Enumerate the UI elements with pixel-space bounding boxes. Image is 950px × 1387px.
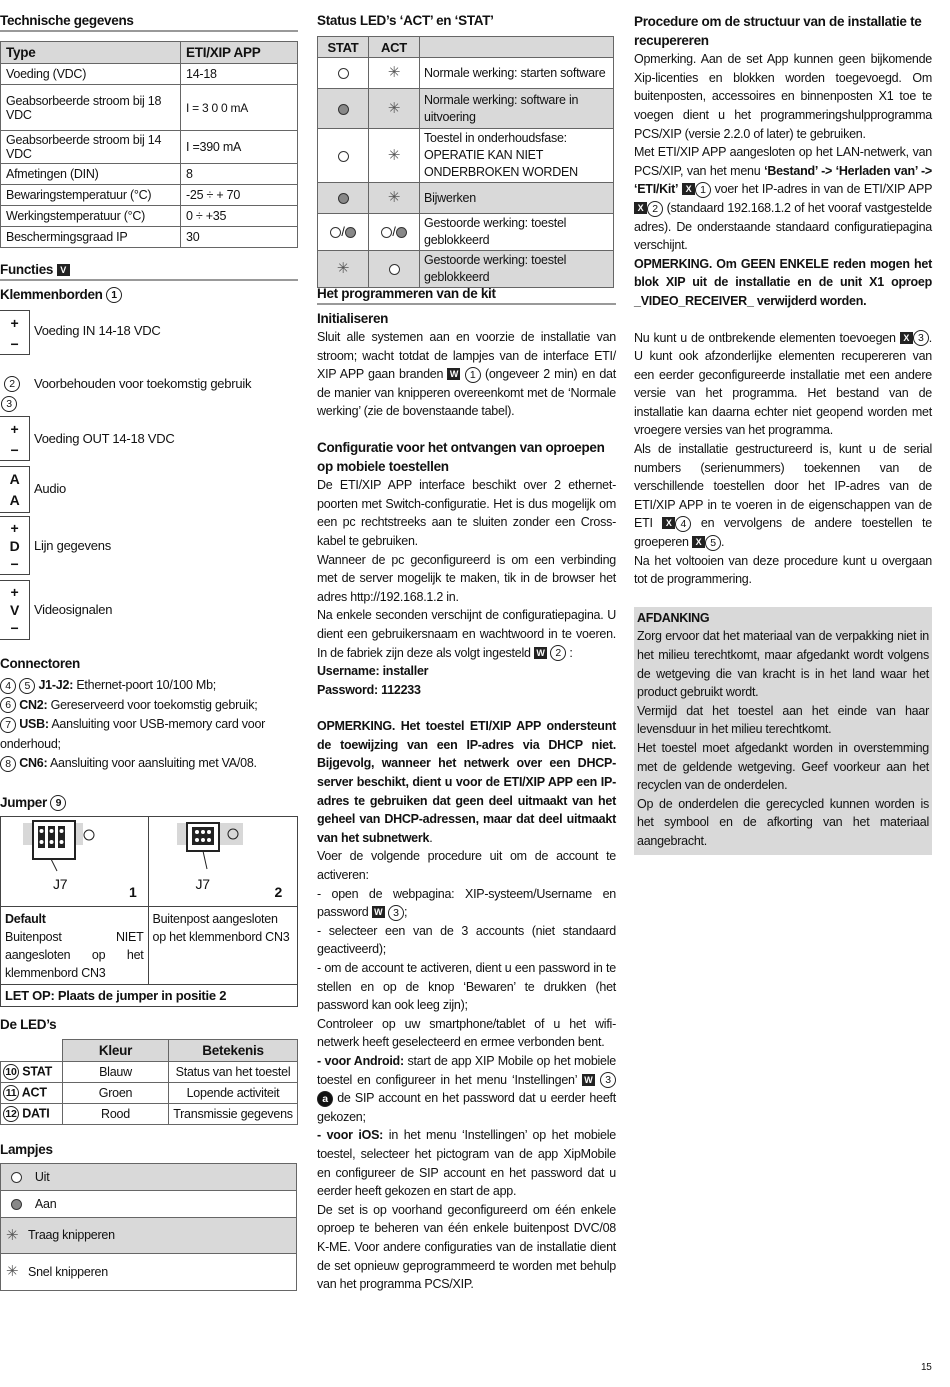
status-header-act: ACT xyxy=(369,37,420,58)
final-paragraph: De set is op voorhand geconfigureerd om één enkele oproep te beheren van één enkele buitenpost DVC/08 K-ME. Voor andere configuraties van de installatie dient de set opnieuw geprogrammeerd te worden met behulp van het programma PCS/XIP. xyxy=(317,1202,616,1292)
terminal-power-in: + − xyxy=(0,310,30,355)
procedure-step: - selecteer een van de 3 accounts (niet standaard geactiveerd); xyxy=(317,923,616,957)
led-slow-blink-icon: ✳ xyxy=(6,1226,19,1244)
username: Username: installer xyxy=(317,664,429,679)
tech-label: Geabsorbeerde stroom bij 18 VDC xyxy=(1,85,181,131)
afdanking-paragraph: Op de onderdelen die gerecycled kunnen worden is het symbool en de afkorting van het materiaal aangebracht. xyxy=(637,796,929,848)
led-on-icon xyxy=(338,104,349,115)
jumper-option-2: Buitenpost aangesloten op het klemmenbord CN3 xyxy=(148,907,298,985)
led-on-icon xyxy=(338,193,349,204)
lamp-on: Aan xyxy=(1,1191,297,1218)
led-row: 12 DATI Rood Transmissie gegevens xyxy=(1,1104,298,1125)
led-slow-blink-icon: ✳ xyxy=(387,99,401,117)
jumper-j7-label: J7 xyxy=(195,876,210,892)
afdanking-title: AFDANKING xyxy=(637,610,710,625)
middle-text xyxy=(317,309,616,1294)
lamp-off: Uit xyxy=(1,1164,297,1191)
paragraph: Opmerking. Aan de set App kunnen geen bijkomende Xip-licenties en blokken worden toegevoegd. Om buitenposten, accessoires en binnenposten X1 toe te voegen dient u het programmeringshulpprogramma PCS/XIP (versie 2.2.0 of later) te gebruiken. xyxy=(634,52,932,141)
led-off-icon xyxy=(338,68,349,79)
config-title: Configuratie voor het ontvangen van oproepen op mobiele toestellen xyxy=(317,439,605,474)
lampjes-title: Lampjes xyxy=(0,1142,53,1157)
terminal-2: 2 xyxy=(4,376,20,392)
led-fast-blink-icon: ✳ xyxy=(387,189,401,207)
tech-table xyxy=(0,41,298,248)
led-off-icon xyxy=(389,264,400,275)
tech-value: 8 xyxy=(181,164,298,185)
terminal-label: Audio xyxy=(34,481,66,496)
tech-value: 30 xyxy=(181,227,298,248)
ios-step: - voor iOS: in het menu ‘Instellingen’ op het mobiele toestel, selecteer het pictogram van de app XipMobile en configureer de SIP account en het password dat u eerder heeft gekozen en start de app. xyxy=(317,1128,616,1199)
leds-header-betekenis: Betekenis xyxy=(169,1040,298,1062)
right-text xyxy=(634,13,932,855)
jumper-1-illustration xyxy=(1,817,147,901)
tech-header-type: Type xyxy=(1,42,181,64)
tech-title: Technische gegevens xyxy=(0,13,298,32)
init-title: Initialiseren xyxy=(317,311,389,326)
connector-item: 6 CN2: Gereserveerd voor toekomstig gebruik; xyxy=(0,696,298,716)
opmerking-paragraph: OPMERKING. Om GEEN ENKELE reden mogen het blok XIP uit de installatie en de unit X1 oproep _VIDEO_RECEIVER_ verwijderd worden. xyxy=(634,256,932,308)
tech-value: 0 ÷ +35 xyxy=(181,206,298,227)
android-step: - voor Android: start de app XIP Mobile op het mobiele toestel en configureer in het menu ‘Instellingen’ W 3 a de SIP account en het password dat u eerder heeft gekozen; xyxy=(317,1053,616,1124)
callout-number: 1 xyxy=(106,287,122,303)
terminal-label: Voorbehouden voor toekomstig gebruik xyxy=(34,376,252,391)
paragraph: Met ETI/XIP APP aangesloten op het LAN-netwerk, van PCS/XIP, van het menu ‘Bestand’ -> ‘Herladen van’ -> ‘ETI/Kit’ X 1 voer het IP-adres in van de ETI/XIP APP X 2 (standaard 192.168.1.2 of het vooraf vastgestelde adres). De onderstaande standaard configuratiepagina verschijnt. xyxy=(634,145,932,253)
led-slow-blink-icon: ✳ xyxy=(387,64,401,82)
procedure-step: - open de webpagina: XIP-systeem/Username en password W 3 ; xyxy=(317,886,616,920)
tech-label: Voeding (VDC) xyxy=(1,64,181,85)
terminal-label: Voeding OUT 14-18 VDC xyxy=(34,431,175,446)
afdanking-paragraph: Vermijd dat het toestel aan het einde van haar levensduur in het milieu terechtkomt. xyxy=(637,703,929,737)
afdanking-box xyxy=(634,607,932,855)
connector-item: 8 CN6: Aansluiting voor aansluiting met VA/08. xyxy=(0,754,298,774)
afdanking-paragraph: Zorg ervoor dat het materiaal van de verpakking niet in het milieu terechtkomt, maar afgedankt wordt volgens de wetgeving die van kracht is in het land waar het product gebruikt wordt. xyxy=(637,629,929,700)
leds-title: De LED’s xyxy=(0,1017,57,1032)
status-header-stat: STAT xyxy=(318,37,369,58)
leds-header-kleur: Kleur xyxy=(63,1040,169,1062)
jumper-position-2: 2 xyxy=(274,884,283,900)
afdanking-paragraph: Het toestel moet afgedankt worden in overstemming met de geldende wetgeving. Geef voorkeur aan het recyclen van de onderdelen. xyxy=(637,740,929,793)
status-row: ✳ Toestel in onderhoudsfase: OPERATIE KAN NIET ONDERBROKEN WORDEN xyxy=(318,129,614,183)
jumper-title: Jumper 9 xyxy=(0,795,66,811)
jumper-table xyxy=(0,816,298,1007)
procedure-step: - om de account te activeren, dient u een password in te stellen en op de knop ‘Bewaren’ te drukken (het password kan ook leeg zijn); xyxy=(317,961,616,1013)
figure-v-badge: V xyxy=(57,264,70,276)
led-row: 11 ACT Groen Lopende activiteit xyxy=(1,1083,298,1104)
terminal-data: + D − xyxy=(0,516,30,575)
procedure-step: Controleer op uw smartphone/tablet of u het wifi-netwerk heeft geselecteerd en ermee verbonden bent. xyxy=(317,1016,616,1050)
status-title: Status LED’s ‘ACT’ en ‘STAT’ xyxy=(317,13,494,28)
config-paragraph-1: De ETI/XIP APP interface beschikt over 2 ethernet-poorten met Switch-configuratie. Het is dus mogelijk om een pc rechtstreeks aan te sluiten zonder een Cross-kabel te gebruiken. xyxy=(317,478,616,548)
functies-title: Functies V xyxy=(0,262,298,281)
terminal-label: Videosignalen xyxy=(34,602,113,617)
connectoren-title: Connectoren xyxy=(0,656,80,671)
led-off-icon xyxy=(338,151,349,162)
led-row: 10 STAT Blauw Status van het toestel xyxy=(1,1062,298,1083)
connector-item: 7 USB: Aansluiting voor USB-memory card voor onderhoud; xyxy=(0,717,266,751)
tech-value: I =390 mA xyxy=(181,131,298,164)
paragraph: Nu kunt u de ontbrekende elementen toevoegen X 3 . U kunt ook afzonderlijke elementen recupereren van een eerder geconfigureerde installatie met een andere versie van het programma. Het bestand van de installatie kan daarna echter niet geopend worden met vroegere versies van het programma. xyxy=(634,330,932,438)
tech-label: Geabsorbeerde stroom bij 14 VDC xyxy=(1,131,181,164)
config-paragraph-3: Na enkele seconden verschijnt de configuratiepagina. U dient een gebruikersnaam en wachtwoord in te voeren. In de fabriek zijn deze als volgt ingesteld W 2 : xyxy=(317,608,616,660)
status-table xyxy=(317,36,614,288)
tech-header-model: ETI/XIP APP xyxy=(181,42,298,64)
terminal-video: + V − xyxy=(0,580,30,640)
terminal-power-out: + − xyxy=(0,416,30,461)
terminal-label: Voeding IN 14-18 VDC xyxy=(34,323,161,338)
status-row: ✳ Gestoorde werking: toestel geblokkeerd xyxy=(318,251,614,288)
procedure-intro: Voer de volgende procedure uit om de account te activeren: xyxy=(317,849,616,883)
tech-value: -25 ÷ + 70 xyxy=(181,185,298,206)
led-fast-blink-icon: ✳ xyxy=(6,1263,19,1281)
lamp-slow: ✳ Traag knipperen xyxy=(1,1218,297,1254)
led-fast-blink-icon: ✳ xyxy=(387,146,401,164)
config-paragraph-2: Wanneer de pc geconfigureerd is om een verbinding met de server mogelijk te maken, tik in de browser het adres http://192.168.1.2 in. xyxy=(317,552,616,604)
jumper-position-1: 1 xyxy=(129,884,137,900)
tech-label: Afmetingen (DIN) xyxy=(1,164,181,185)
klemmen-title: Klemmenborden 1 xyxy=(0,287,122,303)
page-number: 15 xyxy=(921,1362,932,1373)
opmerking-paragraph: OPMERKING. Het toestel ETI/XIP APP ondersteunt de toewijzing van een IP-adres via DHCP niet. Bijgevolg, wanneer het netwerk over een DHCP-server beschikt, dient u voor de ETI/XIP APP een IP-adres te gebruiken dat geen deel uitmaakt van het geheel van DHCP-adressen, maar dat deel uitmaakt van het subnetwerk. xyxy=(317,719,616,845)
status-row: ✳ Normale werking: software in uitvoering xyxy=(318,89,614,129)
lamp-fast: ✳ Snel knipperen xyxy=(1,1254,297,1291)
connector-item: 4 5 J1-J2: Ethernet-poort 10/100 Mb; xyxy=(0,676,298,696)
connector-list xyxy=(0,676,298,774)
tech-label: Bewaringstemperatuur (°C) xyxy=(1,185,181,206)
terminal-label: Lijn gegevens xyxy=(34,538,111,553)
proc-title: Procedure om de structuur van de installatie te recupereren xyxy=(634,14,922,48)
status-row: ✳ Normale werking: starten software xyxy=(318,58,614,89)
terminal-3: 3 xyxy=(1,396,17,412)
status-row: ✳ Bijwerken xyxy=(318,183,614,214)
paragraph: Na het voltooien van deze procedure kunt u overgaan tot de programmering. xyxy=(634,553,932,587)
lampjes-table xyxy=(0,1163,297,1291)
tech-label: Werkingstemperatuur (°C) xyxy=(1,206,181,227)
led-on-icon xyxy=(11,1199,22,1210)
password: Password: 112233 xyxy=(317,682,421,697)
jumper-j7-label: J7 xyxy=(53,876,68,892)
led-blink-icon: ✳ xyxy=(336,260,350,278)
tech-value: 14-18 xyxy=(181,64,298,85)
led-off-icon xyxy=(11,1172,22,1183)
init-paragraph: Sluit alle systemen aan en voorzie de installatie van stroom; wacht totdat de lampjes van de interface ETI/ XIP APP gaan branden W 1 (ongeveer 2 min) en dat de manier van knipperen overeenkomt met de ‘Normale werking’ (zie de bovenstaande tabel). xyxy=(317,330,616,419)
tech-label: Beschermingsgraad IP xyxy=(1,227,181,248)
jumper-note: LET OP: Plaats de jumper in positie 2 xyxy=(1,985,298,1007)
jumper-diagram-2 xyxy=(148,817,298,907)
paragraph: Als de installatie gestructureerd is, kunt u de serial numbers (serienummers) toekennen van de verschillende toestellen door het IP-adres van de ETI/XIP APP in te voeren in de eigenschappen van de ETI X 4 en vervolgens de andere toestellen te groeperen X 5 . xyxy=(634,442,932,550)
terminal-audio: A A xyxy=(0,466,30,513)
prog-title: Het programmeren van de kit xyxy=(317,286,616,305)
jumper-option-1: Default Buitenpost NIET aangesloten op het klemmenbord CN3 xyxy=(1,907,149,985)
jumper-diagram-1 xyxy=(1,817,149,907)
status-row: / / Gestoorde werking: toestel geblokkeerd xyxy=(318,214,614,251)
tech-value: I = 3 0 0 mA xyxy=(181,85,298,131)
leds-table xyxy=(0,1039,298,1125)
